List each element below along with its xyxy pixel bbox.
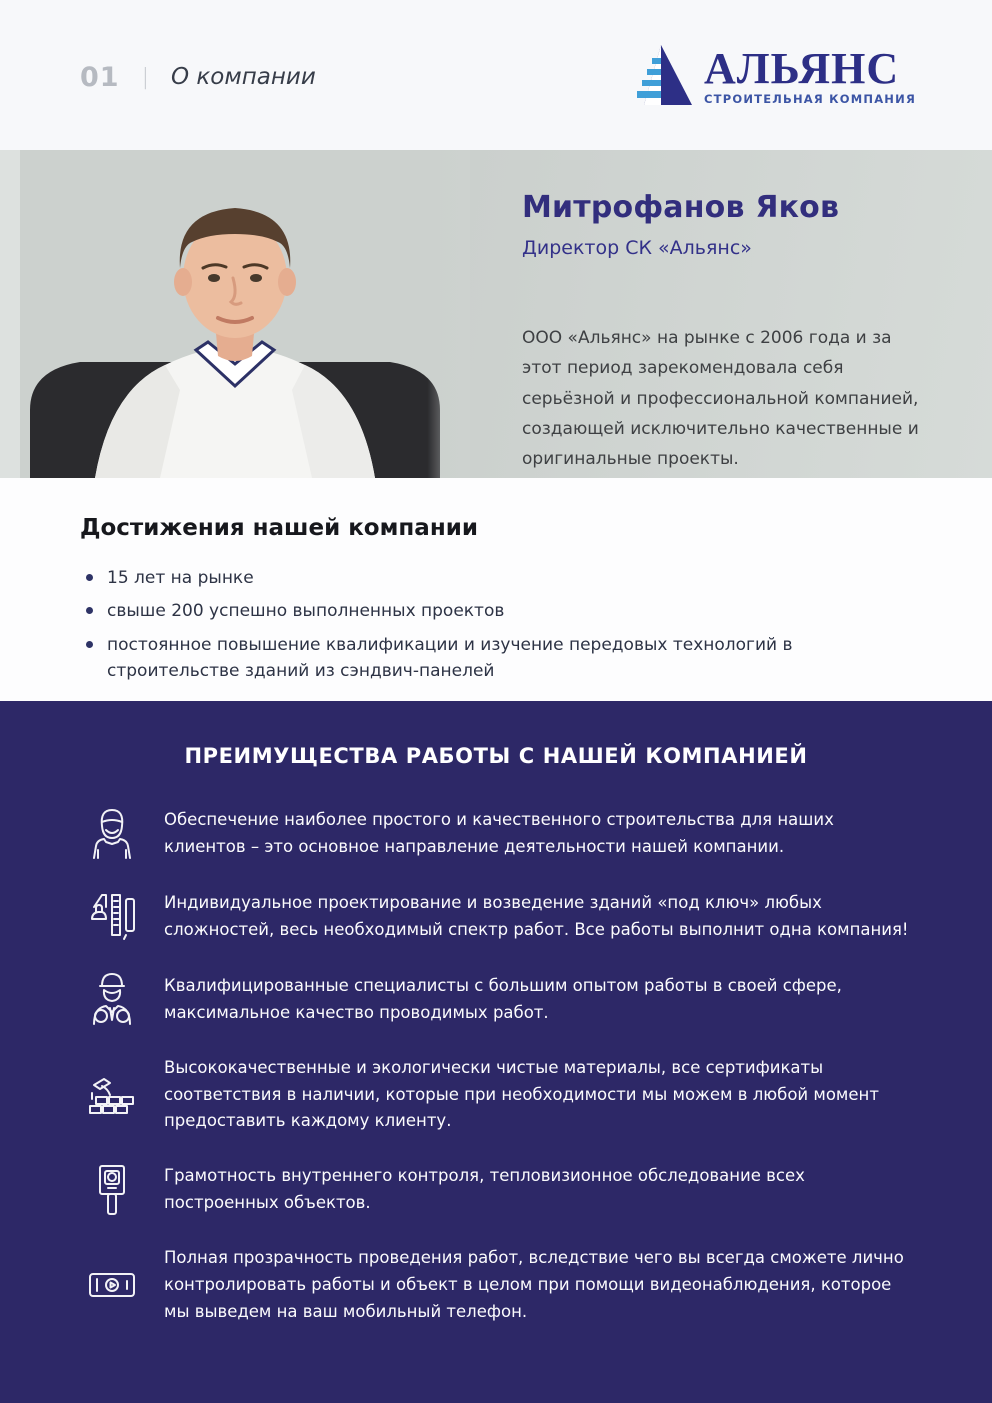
director-hero-section <box>0 150 992 478</box>
advantage-row <box>88 1055 912 1135</box>
achievements-section <box>0 478 992 701</box>
advantage-text: Высококачественные и экологически чистые материалы, все сертификаты соответствия в наличии, которые при необходимости мы можем в любой момент предоставить каждому клиенту. <box>164 1058 879 1131</box>
pyramid-logo-icon <box>630 45 692 105</box>
company-logo <box>630 45 916 105</box>
advantage-row <box>88 1162 912 1218</box>
company-description: ООО «Альянс» на рынке с 2006 года и за этот период зарекомендовала себя серьёзной и профессиональной компанией, создающей исключительно качественные и оригинальные проекты. <box>522 328 919 469</box>
person-role: Директор СК «Альянс» <box>522 237 752 259</box>
page-header <box>0 0 992 150</box>
advantage-row <box>88 1245 912 1325</box>
advantages-title: ПРЕИМУЩЕСТВА РАБОТЫ С НАШЕЙ КОМПАНИЕЙ <box>184 744 808 768</box>
advantage-row <box>88 889 912 945</box>
logo-tagline: СТРОИТЕЛЬНАЯ КОМПАНИЯ <box>704 91 916 106</box>
page-number: 01 <box>80 61 120 93</box>
engineer-icon <box>88 972 136 1028</box>
bricks-trowel-icon <box>88 1067 136 1123</box>
advantage-text: Индивидуальное проектирование и возведение зданий «под ключ» любых сложностей, весь необходимый спектр работ. Все работы выполнит одна компания! <box>164 893 909 939</box>
advantage-text: Квалифицированные специалисты с большим опытом работы в своей сфере, максимальное качество проводимых работ. <box>164 976 842 1022</box>
section-title: О компании <box>171 64 316 90</box>
advantage-text: Грамотность внутреннего контроля, тепловизионное обследование всех построенных объектов. <box>164 1166 805 1213</box>
achievements-title: Достижения нашей компании <box>80 515 478 541</box>
achievement-item: свыше 200 успешно выполненных проектов <box>80 598 912 624</box>
achievement-item: постоянное повышение квалификации и изучение передовых технологий в строительстве зданий из сэндвич-панелей <box>80 632 912 685</box>
advantage-row <box>88 806 912 862</box>
director-info <box>522 190 932 474</box>
person-name: Митрофанов Яков <box>522 190 840 225</box>
mobile-video-icon <box>88 1257 136 1313</box>
worker-icon <box>88 806 136 862</box>
thermal-camera-icon <box>88 1162 136 1218</box>
breadcrumb <box>80 58 316 93</box>
advantage-text: Полная прозрачность проведения работ, вследствие чего вы всегда сможете лично контролировать работы и объект в целом при помощи видеонаблюдения, которое мы выведем на ваш мобильный телефон. <box>164 1248 904 1321</box>
achievement-item: 15 лет на рынке <box>80 565 912 591</box>
director-photo <box>0 150 470 478</box>
breadcrumb-divider: | <box>141 64 149 90</box>
achievements-list <box>80 565 912 684</box>
advantage-row <box>88 972 912 1028</box>
advantages-section <box>0 701 992 1403</box>
design-tools-icon <box>88 889 136 945</box>
advantage-text: Обеспечение наиболее простого и качественного строительства для наших клиентов – это основное направление деятельности нашей компании. <box>164 810 834 856</box>
logo-wordmark: АЛЬЯНС <box>704 43 900 93</box>
